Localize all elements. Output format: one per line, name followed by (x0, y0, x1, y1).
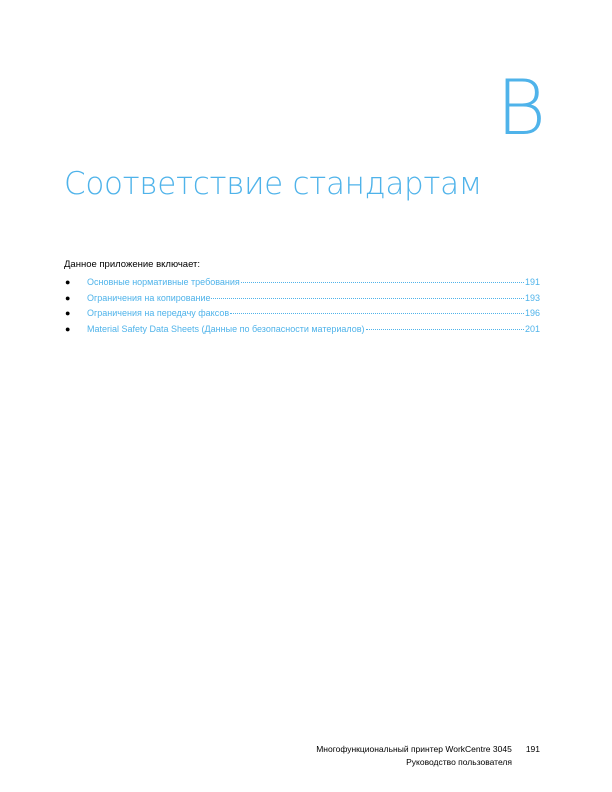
toc-leader (241, 282, 524, 283)
bullet-icon: ● (65, 323, 71, 334)
page-footer (316, 743, 540, 769)
toc-item[interactable] (64, 277, 540, 293)
bullet-icon: ● (65, 308, 71, 318)
toc-item[interactable] (64, 324, 540, 340)
toc-leader (366, 329, 524, 330)
toc-page-number[interactable]: 201 (524, 323, 540, 334)
footer-line-product (316, 743, 540, 756)
toc-page-number[interactable]: 191 (524, 277, 540, 287)
toc-leader (211, 298, 523, 299)
toc-item[interactable] (64, 293, 540, 309)
table-of-contents (64, 277, 540, 339)
toc-page-number[interactable]: 196 (524, 308, 540, 318)
toc-page-number[interactable]: 193 (524, 292, 540, 303)
toc-link[interactable]: Основные нормативные требования (87, 277, 240, 287)
footer-page-number: 191 (525, 744, 540, 754)
toc-item[interactable] (64, 308, 540, 324)
bullet-icon: ● (65, 277, 71, 287)
appendix-letter: B (496, 63, 546, 152)
bullet-icon: ● (65, 292, 71, 303)
footer-product-name: Многофункциональный принтер WorkCentre 3045 (316, 744, 512, 754)
toc-link[interactable]: Ограничения на копирование (87, 292, 211, 303)
intro-text: Данное приложение включает: (64, 259, 201, 270)
toc-link[interactable]: Material Safety Data Sheets (Данные по безопасности материалов) (87, 323, 365, 334)
toc-link[interactable]: Ограничения на передачу факсов (87, 308, 230, 318)
footer-guide-title: Руководство пользователя (406, 757, 512, 767)
page-title: Соответствие стандартам (64, 166, 482, 202)
toc-leader (230, 313, 524, 314)
